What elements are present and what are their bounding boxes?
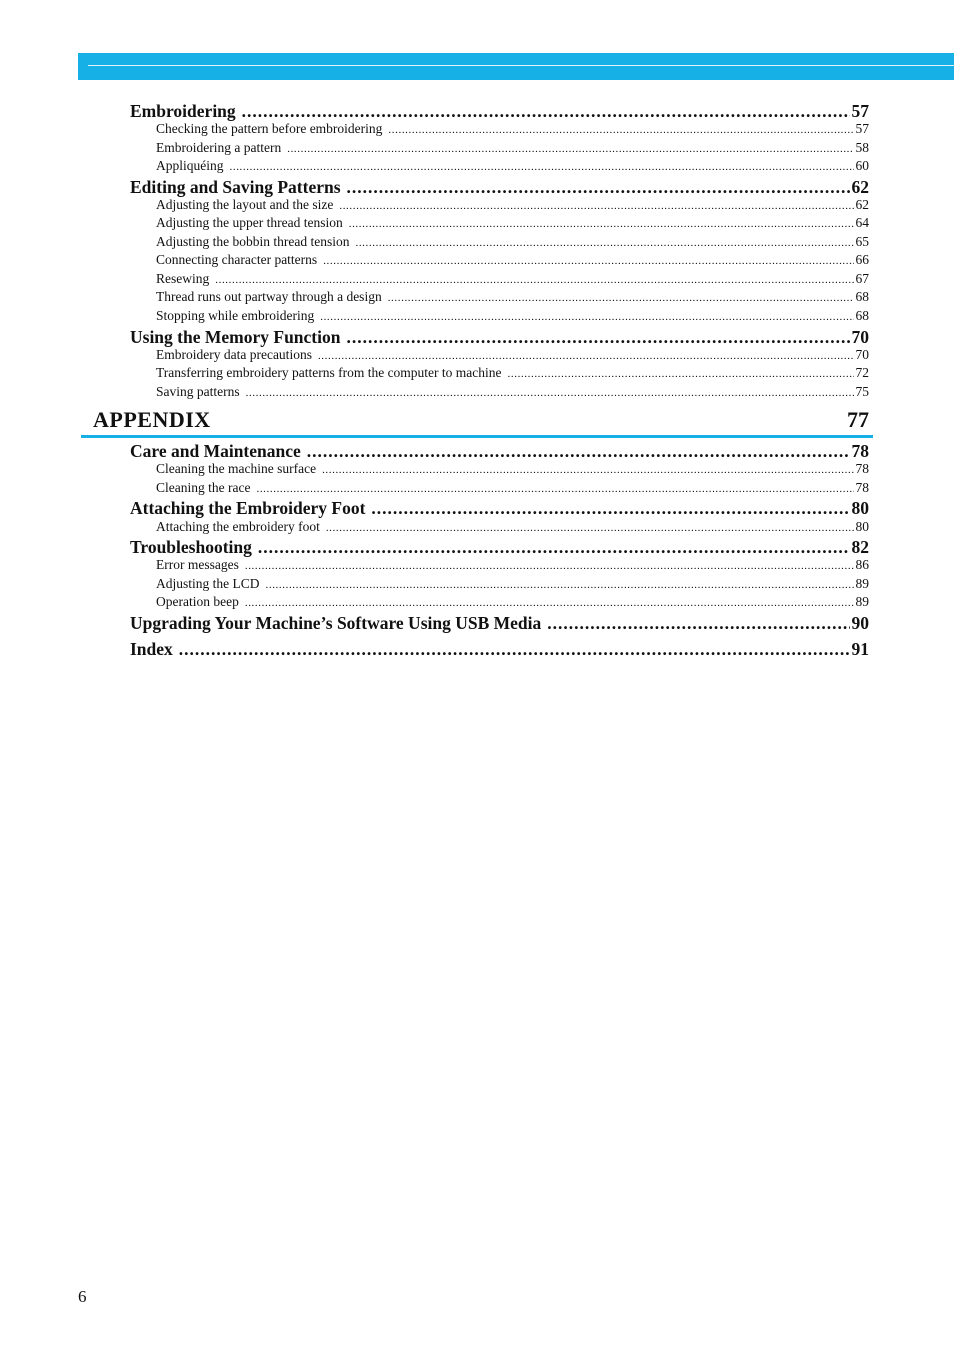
- toc-section-title: Upgrading Your Machine’s Software Using USB Media: [130, 613, 542, 633]
- leader-dots: [322, 464, 853, 476]
- toc-section-title: Embroidering: [130, 101, 236, 121]
- leader-dots: [547, 613, 849, 634]
- leader-dots: [245, 560, 854, 572]
- toc-page-number: 89: [855, 594, 869, 609]
- toc-item-upper-thread-tension[interactable]: [156, 215, 869, 231]
- toc-item-connecting-character[interactable]: [156, 252, 869, 268]
- leader-dots: [307, 441, 850, 462]
- toc-page-number: 78: [855, 480, 869, 495]
- toc-page-number: 75: [855, 384, 869, 399]
- header-rule: [88, 65, 954, 66]
- toc-item-title: Cleaning the machine surface: [156, 461, 317, 476]
- toc-item-attaching-foot[interactable]: [156, 519, 869, 535]
- toc-page-number: 89: [855, 576, 869, 591]
- toc-item-embroidering-pattern[interactable]: [156, 140, 869, 156]
- toc-item-title: Thread runs out partway through a design: [156, 289, 382, 304]
- toc-page-number: 78: [855, 461, 869, 476]
- toc-item-layout-size[interactable]: [156, 197, 869, 213]
- toc-page-number: 90: [851, 613, 869, 633]
- toc-item-bobbin-thread-tension[interactable]: [156, 234, 869, 250]
- toc-item-data-precautions[interactable]: [156, 347, 869, 363]
- toc-section-index[interactable]: [130, 639, 869, 660]
- toc-section-memory-function[interactable]: [130, 327, 869, 348]
- toc-item-resewing[interactable]: [156, 271, 869, 287]
- toc-page-number: 70: [855, 347, 869, 362]
- toc-item-appliqueing[interactable]: [156, 158, 869, 174]
- leader-dots: [508, 368, 854, 380]
- toc-page-number: 65: [855, 234, 869, 249]
- toc-page-number: 91: [851, 639, 869, 659]
- toc-section-embroidering[interactable]: [130, 101, 869, 122]
- toc-section-title: Editing and Saving Patterns: [130, 177, 341, 197]
- toc-page-number: 57: [851, 101, 869, 121]
- leader-dots: [256, 483, 853, 495]
- toc-page-number: 78: [851, 441, 869, 461]
- toc-item-thread-runs-out[interactable]: [156, 289, 869, 305]
- toc-item-checking-pattern[interactable]: [156, 121, 869, 137]
- toc-page-number: 80: [851, 498, 869, 518]
- toc-page-number: 82: [851, 537, 869, 557]
- leader-dots: [266, 579, 854, 591]
- leader-dots: [320, 311, 853, 323]
- leader-dots: [355, 237, 853, 249]
- toc-item-title: Appliquéing: [156, 158, 224, 173]
- toc-item-title: Resewing: [156, 271, 210, 286]
- toc-item-title: Adjusting the bobbin thread tension: [156, 234, 350, 249]
- leader-dots: [326, 522, 854, 534]
- leader-dots: [179, 639, 850, 660]
- page-number: 6: [78, 1287, 87, 1306]
- toc-page-number: 60: [855, 158, 869, 173]
- toc-section-editing-saving[interactable]: [130, 177, 869, 198]
- leader-dots: [323, 255, 853, 267]
- toc-item-operation-beep[interactable]: [156, 594, 869, 610]
- header-band: [78, 53, 954, 80]
- toc-section-title: Index: [130, 639, 173, 659]
- leader-dots: [230, 161, 854, 173]
- toc-page-number: 66: [855, 252, 869, 267]
- toc-item-title: Connecting character patterns: [156, 252, 318, 267]
- leader-dots: [215, 274, 853, 286]
- toc-section-title: Attaching the Embroidery Foot: [130, 498, 366, 518]
- leader-dots: [349, 218, 854, 230]
- leader-dots: [346, 327, 849, 348]
- toc-page-number: 70: [851, 327, 869, 347]
- toc-item-title: Operation beep: [156, 594, 239, 609]
- toc-page-number: 64: [855, 215, 869, 230]
- toc-page-number: 62: [855, 197, 869, 212]
- toc-chapter-appendix[interactable]: [81, 405, 873, 438]
- toc-item-title: Adjusting the upper thread tension: [156, 215, 343, 230]
- toc-section-upgrading-software[interactable]: [130, 613, 869, 634]
- leader-dots: [258, 537, 850, 558]
- toc-item-title: Cleaning the race: [156, 480, 251, 495]
- toc-item-title: Saving patterns: [156, 384, 240, 399]
- toc-item-cleaning-race[interactable]: [156, 480, 869, 496]
- leader-dots: [371, 498, 849, 519]
- toc-item-title: Checking the pattern before embroidering: [156, 121, 383, 136]
- toc-page-number: 58: [855, 140, 869, 155]
- leader-dots: [287, 143, 853, 155]
- leader-dots: [388, 292, 854, 304]
- toc-section-title: Troubleshooting: [130, 537, 252, 557]
- toc-page-number: 86: [855, 557, 869, 572]
- toc-page-number: 80: [855, 519, 869, 534]
- leader-dots: [318, 350, 854, 362]
- toc-page-number: 68: [855, 289, 869, 304]
- toc-item-title: Embroidery data precautions: [156, 347, 312, 362]
- toc-section-title: Using the Memory Function: [130, 327, 341, 347]
- toc-item-title: Stopping while embroidering: [156, 308, 315, 323]
- toc-item-title: Adjusting the LCD: [156, 576, 260, 591]
- leader-dots: [245, 597, 854, 609]
- toc-item-adjusting-lcd[interactable]: [156, 576, 869, 592]
- toc-item-title: Adjusting the layout and the size: [156, 197, 334, 212]
- toc-item-stopping[interactable]: [156, 308, 869, 324]
- leader-dots: [339, 200, 853, 212]
- toc-item-error-messages[interactable]: [156, 557, 869, 573]
- toc-page-number: 67: [855, 271, 869, 286]
- leader-dots: [242, 101, 850, 122]
- toc-item-title: Transferring embroidery patterns from the computer to machine: [156, 365, 502, 380]
- leader-dots: [388, 124, 853, 136]
- toc-page-number: 72: [855, 365, 869, 380]
- toc-item-title: Error messages: [156, 557, 239, 572]
- toc-item-cleaning-surface[interactable]: [156, 461, 869, 477]
- toc-section-attaching-foot[interactable]: [130, 498, 869, 519]
- toc-item-saving-patterns[interactable]: [156, 384, 869, 400]
- toc-section-troubleshooting[interactable]: [130, 537, 869, 558]
- toc-section-care-maintenance[interactable]: [130, 441, 869, 462]
- leader-dots: [246, 387, 854, 399]
- toc-page-number: 62: [851, 177, 869, 197]
- chapter-page-number: 77: [847, 407, 869, 432]
- toc-section-title: Care and Maintenance: [130, 441, 301, 461]
- toc-item-title: Attaching the embroidery foot: [156, 519, 320, 534]
- toc-page-number: 57: [855, 121, 869, 136]
- chapter-title: APPENDIX: [93, 407, 211, 432]
- toc-item-transferring[interactable]: [156, 365, 869, 381]
- toc-page-number: 68: [855, 308, 869, 323]
- toc-item-title: Embroidering a pattern: [156, 140, 282, 155]
- leader-dots: [347, 177, 850, 198]
